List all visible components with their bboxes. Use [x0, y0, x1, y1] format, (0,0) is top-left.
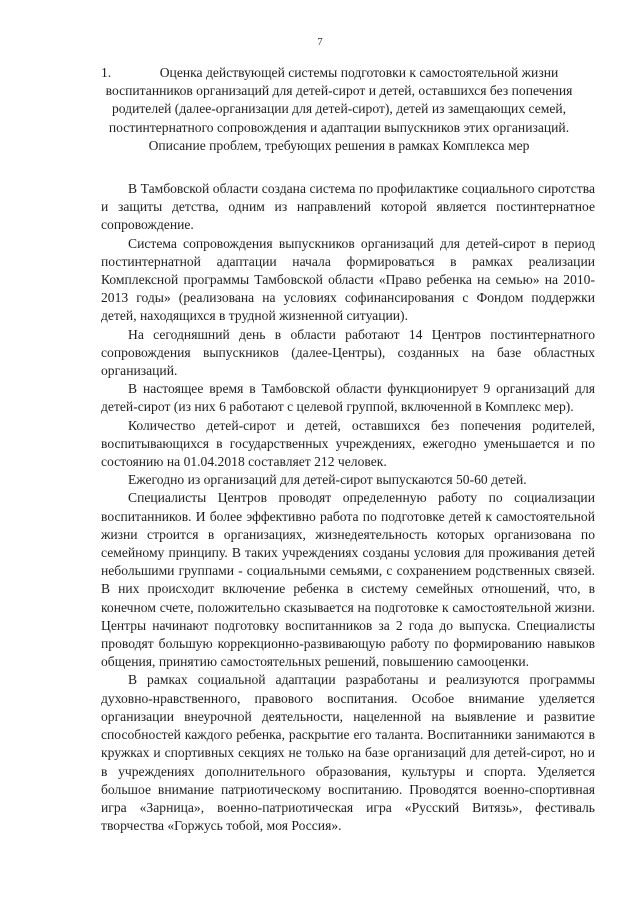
paragraph: В Тамбовской области создана система по профилактике социального сиротства и защиты детства, одним из направлений которой является постинтернатное сопровождение.	[101, 181, 595, 233]
document-body	[101, 180, 595, 835]
page-number: 7	[317, 36, 323, 48]
paragraph: Ежегодно из организаций для детей-сирот выпускаются 50-60 детей.	[128, 472, 527, 488]
paragraph: В настоящее время в Тамбовской области функционирует 9 организаций для детей-сирот (из них 6 работают с целевой группой, включенной в Комплекс мер).	[101, 381, 595, 415]
section-number: 1.	[101, 65, 112, 80]
paragraph: В рамках социальной адаптации разработаны и реализуются программы духовно-нравственного, правового воспитания. Особое внимание уделяется организации внеурочной деятельности, нацеленной на выявление и развитие способностей каждого ребенка, раскрытие его таланта. Воспитанники занимаются в кружках и спортивных секциях не только на базе организаций для детей-сирот, но и в учреждениях дополнительного образования, культуры и спорта. Уделяется большое внимание патриотическому воспитанию. Проводятся военно-спортивная игра «Зарница», военно-патриотическая игра «Русский Витязь», фестиваль творчества «Горжусь тобой, моя Россия».	[101, 672, 595, 834]
section-heading	[101, 64, 577, 155]
paragraph: На сегодняшний день в области работают 14 Центров постинтернатного сопровождения выпускников (далее-Центры), созданных на базе областных организаций.	[101, 326, 595, 379]
paragraph: Специалисты Центров проводят определенную работу по социализации воспитанников. И более эффективно работа по подготовке детей к самостоятельной жизни строится в организациях, жизнедеятельность которых организована по семейному принципу. В таких учреждениях созданы условия для проживания детей небольшими группами - социальными семьями, с сохранением родственных связей. В них происходит включение ребенка в систему семейных отношений, что, в конечном счете, положительно сказывается на подготовке к самостоятельной жизни. Центры начинают подготовку воспитанников за 2 года до выпуска. Специалисты проводят большую коррекционно-развивающую работу по формированию навыков общения, принятию самостоятельных решений, повышению самооценки.	[101, 490, 595, 670]
section-title: Оценка действующей системы подготовки к самостоятельной жизни воспитанников организаций для детей-сирот и детей, оставшихся без попечения родителей (далее-организации для детей-сирот), детей из замещающих семей, постинтернатного сопровождения и адаптации выпускников этих организаций. Описание проблем, требующих решения в рамках Комплекса мер	[105, 65, 573, 153]
paragraph: Количество детей-сирот и детей, оставшихся без попечения родителей, воспитывающихся в государственных учреждениях, ежегодно уменьшается и по состоянию на 01.04.2018 составляет 212 человек.	[101, 417, 595, 470]
paragraph: Система сопровождения выпускников организаций для детей-сирот в период постинтернатной адаптации начала формироваться в рамках реализации Комплексной программы Тамбовской области «Право ребенка на семью» на 2010-2013 годы» (реализована на условиях софинансирования с Фондом поддержки детей, находящихся в трудной жизненной ситуации).	[101, 235, 595, 324]
